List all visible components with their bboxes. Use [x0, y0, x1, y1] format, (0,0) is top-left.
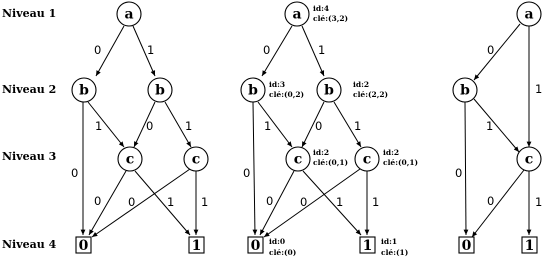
- annotation-b-left-id: id:3: [269, 80, 286, 89]
- diagram-2: [241, 2, 418, 257]
- node-b: [453, 78, 477, 102]
- terminal-1-label: 1: [362, 238, 373, 254]
- edge-label-a-b-left: 0: [94, 43, 102, 57]
- edge-b-t0: [465, 102, 466, 235]
- level-labels: [2, 7, 57, 251]
- level-4-label: Niveau 4: [2, 238, 57, 251]
- edge-label-c-right-t1: 1: [372, 195, 380, 209]
- annotation-a-id: id:4: [313, 4, 330, 13]
- edge-label-c-t1: 1: [535, 195, 543, 209]
- edge-label-a-b-right: 1: [147, 43, 155, 57]
- annotation-t1-id: id:1: [381, 237, 398, 246]
- node-b-left-label: b: [79, 82, 89, 99]
- annotation-c-left-id: id:2: [313, 148, 330, 157]
- terminal-1: [522, 237, 537, 254]
- node-a: [517, 2, 541, 26]
- edge-label-c-left-t0: 0: [266, 194, 274, 208]
- node-b-label: b: [460, 82, 470, 99]
- annotation-t0-id: id:0: [269, 237, 286, 246]
- annotations: [269, 4, 418, 257]
- edge-label-a-b: 0: [487, 43, 495, 57]
- terminal-0-label: 0: [78, 238, 89, 254]
- terminal-0-label: 0: [250, 238, 261, 254]
- node-c-right-label: c: [191, 151, 201, 168]
- diagram-3: [453, 2, 542, 254]
- edge-label-b-left-t0: 0: [243, 166, 251, 180]
- edge-label-b-right-c-left: 0: [146, 119, 154, 133]
- edge-label-b-c: 1: [486, 119, 494, 133]
- node-b-left: [72, 78, 96, 102]
- edge-label-b-right-c-left: 0: [315, 119, 323, 133]
- node-a-label: a: [292, 6, 302, 23]
- level-3-label: Niveau 3: [2, 150, 57, 163]
- edge-c-t0: [472, 170, 524, 237]
- edge-c-left-t1: [135, 171, 190, 235]
- terminal-1: [189, 237, 204, 254]
- terminal-0: [76, 237, 91, 254]
- edge-label-b-right-c-right: 1: [354, 119, 362, 133]
- node-b-right-label: b: [155, 82, 165, 99]
- edge-label-c-t0: 0: [487, 194, 495, 208]
- edge-label-b-left-t0: 0: [71, 166, 79, 180]
- node-b-right-label: b: [324, 82, 334, 99]
- edge-label-b-right-c-right: 1: [185, 119, 193, 133]
- diagram-1: [71, 2, 208, 254]
- edge-label-b-left-c-left: 1: [264, 119, 272, 133]
- node-c-left-label: c: [293, 151, 303, 168]
- node-b-right: [148, 78, 172, 102]
- node-c-left: [286, 147, 310, 171]
- edge-a-b: [474, 24, 520, 80]
- node-a: [285, 2, 309, 26]
- annotation-a-key: clé:(3,2): [313, 14, 349, 23]
- edge-c-right-t0: [92, 169, 190, 237]
- annotation-c-left-key: clé:(0,1): [313, 158, 349, 167]
- annotation-c-right-key: clé:(0,1): [383, 158, 419, 167]
- level-1-label: Niveau 1: [2, 7, 57, 20]
- terminal-0-label: 0: [461, 238, 472, 254]
- annotation-b-right-id: id:2: [353, 80, 370, 89]
- edge-label-a-b-left: 0: [263, 43, 271, 57]
- node-b-left: [241, 78, 265, 102]
- annotation-b-left-key: clé:(0,2): [269, 90, 305, 99]
- edge-label-a-b-right: 1: [318, 43, 326, 57]
- node-c-right-label: c: [362, 151, 372, 168]
- node-c-left: [118, 147, 142, 171]
- annotation-c-right-id: id:2: [383, 148, 400, 157]
- edge-label-c-right-t0: 0: [300, 195, 308, 209]
- node-c-right: [184, 147, 208, 171]
- terminal-0: [248, 237, 263, 254]
- node-c: [517, 147, 541, 171]
- node-c-label: c: [524, 151, 534, 168]
- edge-b-c: [474, 99, 519, 152]
- node-a-label: a: [524, 6, 534, 23]
- node-c-right: [355, 147, 379, 171]
- node-a-label: a: [124, 6, 134, 23]
- terminal-1: [360, 237, 375, 254]
- node-b-right: [317, 78, 341, 102]
- edge-label-c-right-t1: 1: [201, 195, 209, 209]
- terminal-0: [459, 237, 474, 254]
- node-b-left-label: b: [248, 82, 258, 99]
- terminal-1-label: 1: [191, 238, 202, 254]
- edge-c-right-t0: [264, 169, 360, 237]
- edge-b-left-c-left: [88, 102, 124, 147]
- node-c-left-label: c: [125, 151, 135, 168]
- edge-label-c-left-t1: 1: [336, 195, 344, 209]
- edge-label-b-left-c-left: 1: [95, 119, 103, 133]
- edge-label-a-c: 1: [535, 82, 543, 96]
- edge-b-left-t0: [253, 102, 255, 235]
- annotation-t1-key: clé:(1): [381, 248, 409, 257]
- annotation-t0-key: clé:(0): [269, 248, 297, 257]
- edge-label-c-left-t0: 0: [94, 194, 102, 208]
- edge-label-c-right-t0: 0: [128, 195, 136, 209]
- level-2-label: Niveau 2: [2, 83, 57, 96]
- node-a: [117, 2, 141, 26]
- terminal-1-label: 1: [524, 238, 535, 254]
- edge-label-b-t0: 0: [455, 166, 463, 180]
- edge-label-c-left-t1: 1: [167, 195, 175, 209]
- annotation-b-right-key: clé:(2,2): [353, 90, 389, 99]
